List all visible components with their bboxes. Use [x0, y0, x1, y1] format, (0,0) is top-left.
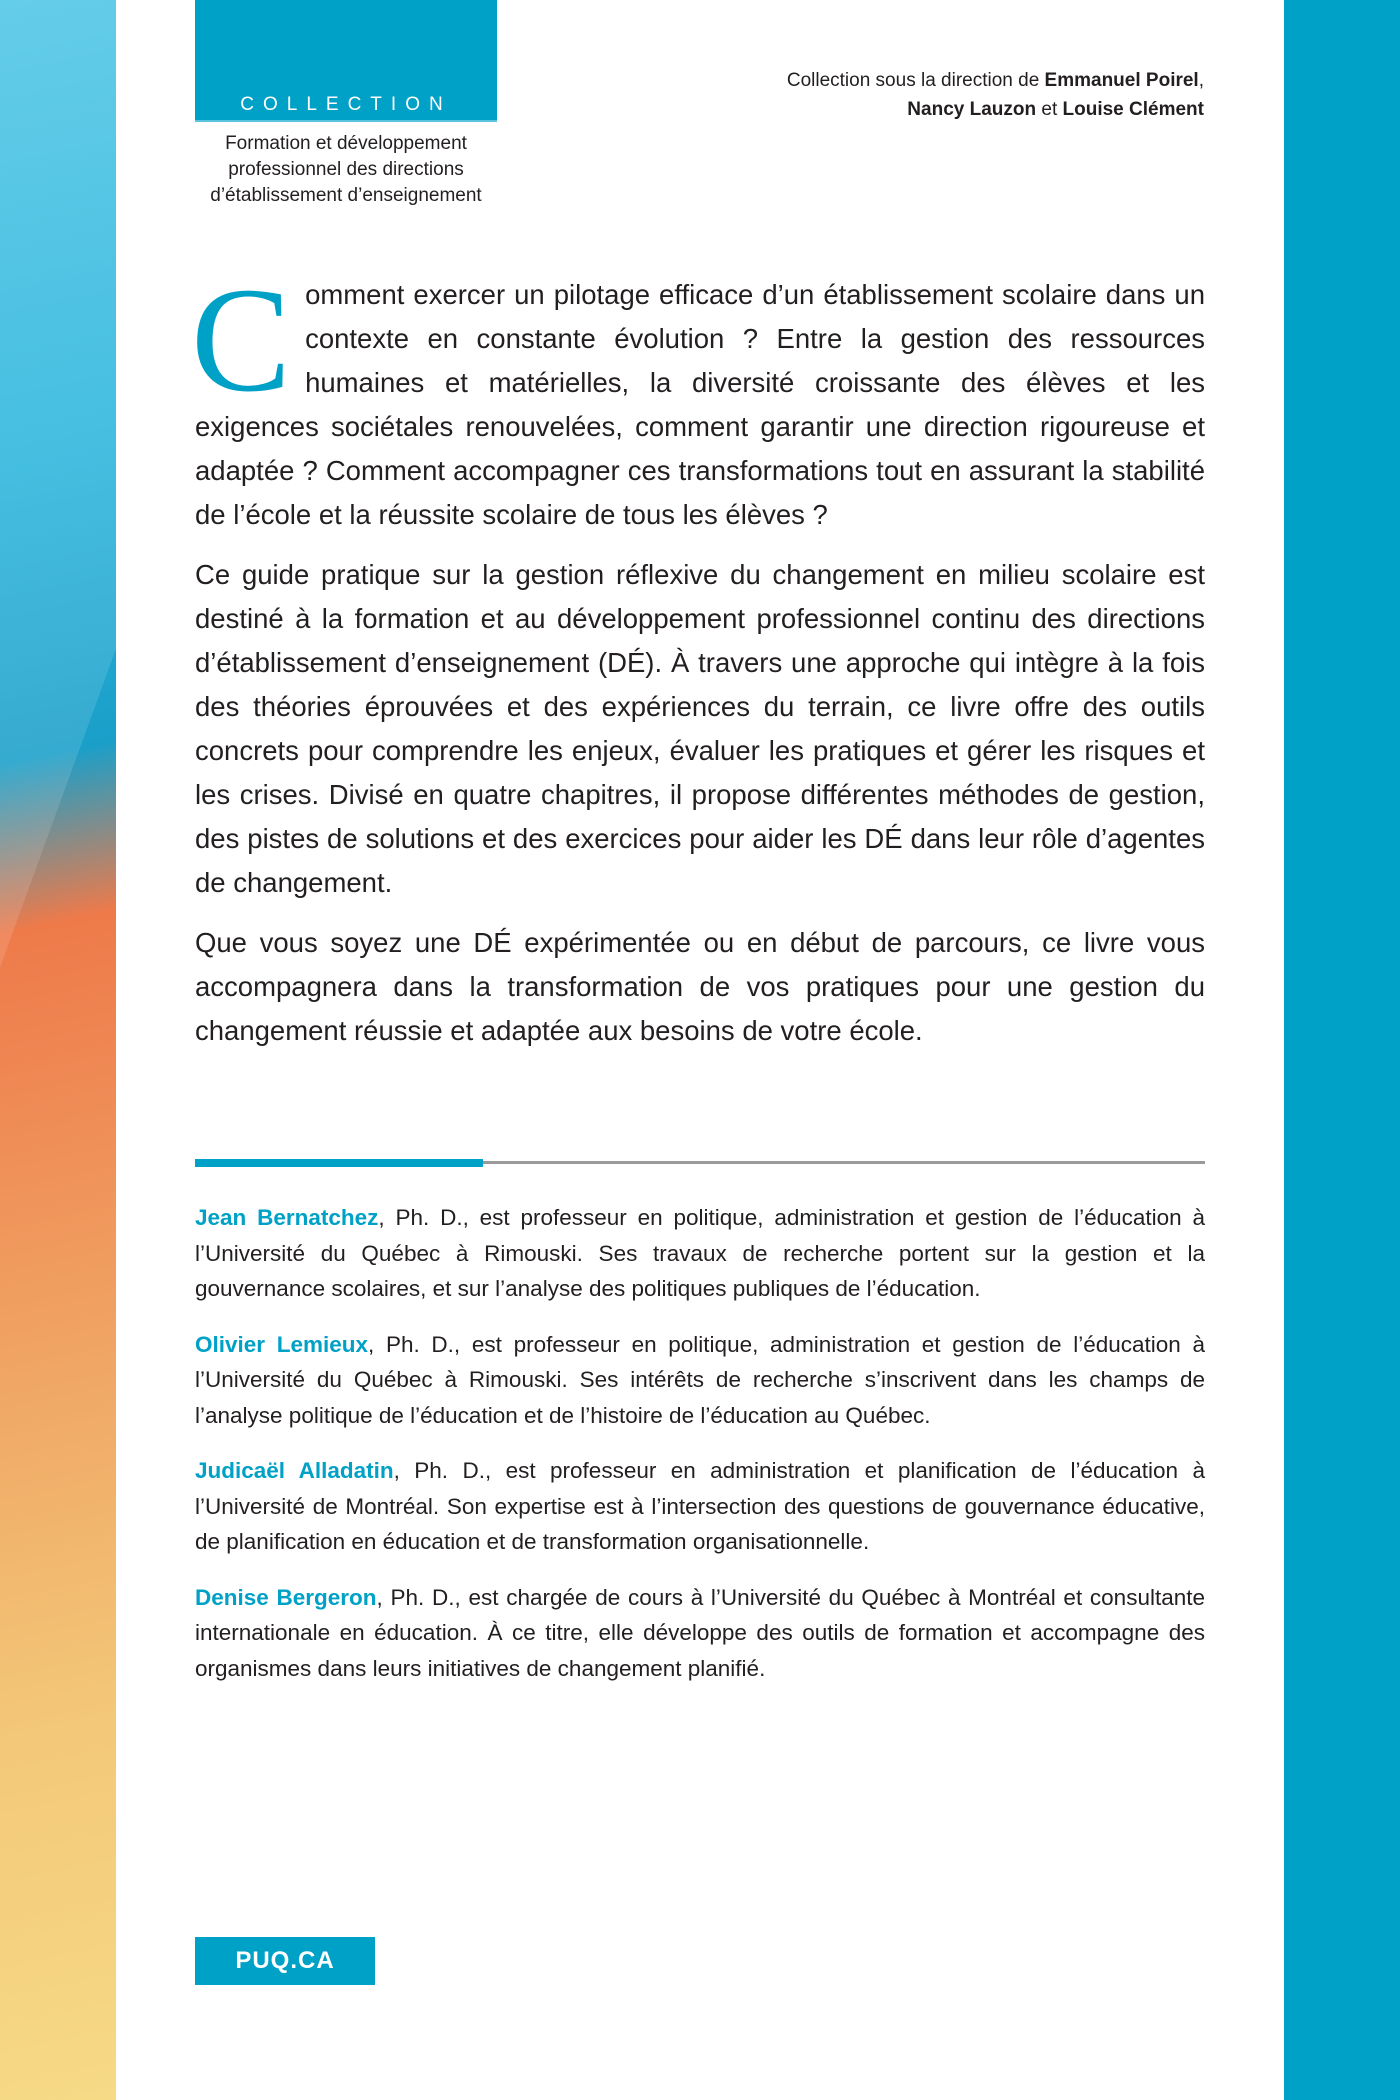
author-bio: [195, 1580, 1205, 1687]
drop-cap: C: [191, 257, 292, 423]
author-bio: [195, 1453, 1205, 1560]
paragraph-text: omment exercer un pilotage efficace d’un établissement scolaire dans un contexte en constante évolution ? Entre la gestion des ressources humaines et matérielles, la diversité croissante des élèves et les exigences sociétales renouvelées, comment garantir une direction rigoureuse et adaptée ? Comment accompagner ces transformations tout en assurant la stabilité de l’école et la réussite scolaire de tous les élèves ?: [195, 279, 1205, 530]
decorative-gradient-strip: [0, 0, 116, 2100]
author-name: Judicaël Alladatin: [195, 1458, 394, 1483]
author-bio: [195, 1327, 1205, 1434]
direction-prefix: Collection sous la direction de: [786, 70, 1045, 91]
description-paragraph: [191, 257, 1205, 537]
decorative-teal-strip: [1284, 0, 1400, 2100]
author-name: Denise Bergeron: [195, 1584, 377, 1610]
collection-label: COLLECTION: [240, 94, 452, 115]
editor-name: Emmanuel Poirel: [1044, 70, 1199, 91]
separator: ,: [1198, 70, 1204, 91]
collection-direction: [787, 66, 1204, 124]
bio-text: , Ph. D., est professeur en administration et planification de l’éducation à l’Université de Montréal. Son expertise est à l’intersection des questions de gouvernance éducative, de planification en éducation et de transformation organisationnelle.: [195, 1458, 1205, 1554]
publisher-link[interactable]: PUQ.CA: [195, 1937, 375, 1985]
description-paragraph: Ce guide pratique sur la gestion réflexive du changement en milieu scolaire est destiné à la formation et au développement professionnel continu des directions d’établissement d’enseignement (DÉ). À travers une approche qui intègre à la fois des théories éprouvées et des expériences du terrain, ce livre offre des outils concrets pour comprendre les enjeux, évaluer les pratiques et gérer les risques et les crises. Divisé en quatre chapitres, il propose différentes méthodes de gestion, des pistes de solutions et des exercices pour aider les DÉ dans leur rôle d’agentes de changement.: [195, 559, 1205, 898]
book-description: [191, 257, 1205, 1069]
bio-text: , Ph. D., est professeur en politique, administration et gestion de l’éducation à l’Université du Québec à Rimouski. Ses intérêts de recherche s’inscrivent dans les champs de l’analyse politique de l’éducation et de l’histoire de l’éducation au Québec.: [195, 1331, 1205, 1428]
editor-name: Nancy Lauzon: [907, 99, 1037, 120]
separator: et: [1036, 99, 1063, 120]
bio-text: , Ph. D., est chargée de cours à l’Université du Québec à Montréal et consultante internationale en éducation. À ce titre, elle développe des outils de formation et accompagne des organismes dans leurs initiatives de changement planifié.: [195, 1584, 1205, 1681]
description-paragraph: Que vous soyez une DÉ expérimentée ou en début de parcours, ce livre vous accompagnera dans la transformation de vos pratiques pour une gestion du changement réussie et adaptée aux besoins de votre école.: [195, 927, 1205, 1046]
author-name: Olivier Lemieux: [195, 1331, 369, 1357]
collection-subtitle: [185, 131, 507, 209]
collection-subtitle-line: Formation et développement: [225, 133, 467, 154]
collection-banner: [195, 0, 497, 122]
editor-name: Louise Clément: [1062, 99, 1204, 120]
divider-accent: [195, 1159, 483, 1167]
collection-subtitle-line: d’établissement d’enseignement: [210, 185, 482, 206]
author-name: Jean Bernatchez: [195, 1205, 379, 1230]
bio-text: , Ph. D., est professeur en politique, administration et gestion de l’éducation à l’Université du Québec à Rimouski. Ses travaux de recherche portent sur la gestion et la gouvernance scolaires, et sur l’analyse des politiques publiques de l’éducation.: [195, 1205, 1206, 1301]
collection-subtitle-line: professionnel des directions: [228, 159, 464, 180]
author-bio: [195, 1200, 1205, 1307]
author-bios: [195, 1200, 1205, 1706]
